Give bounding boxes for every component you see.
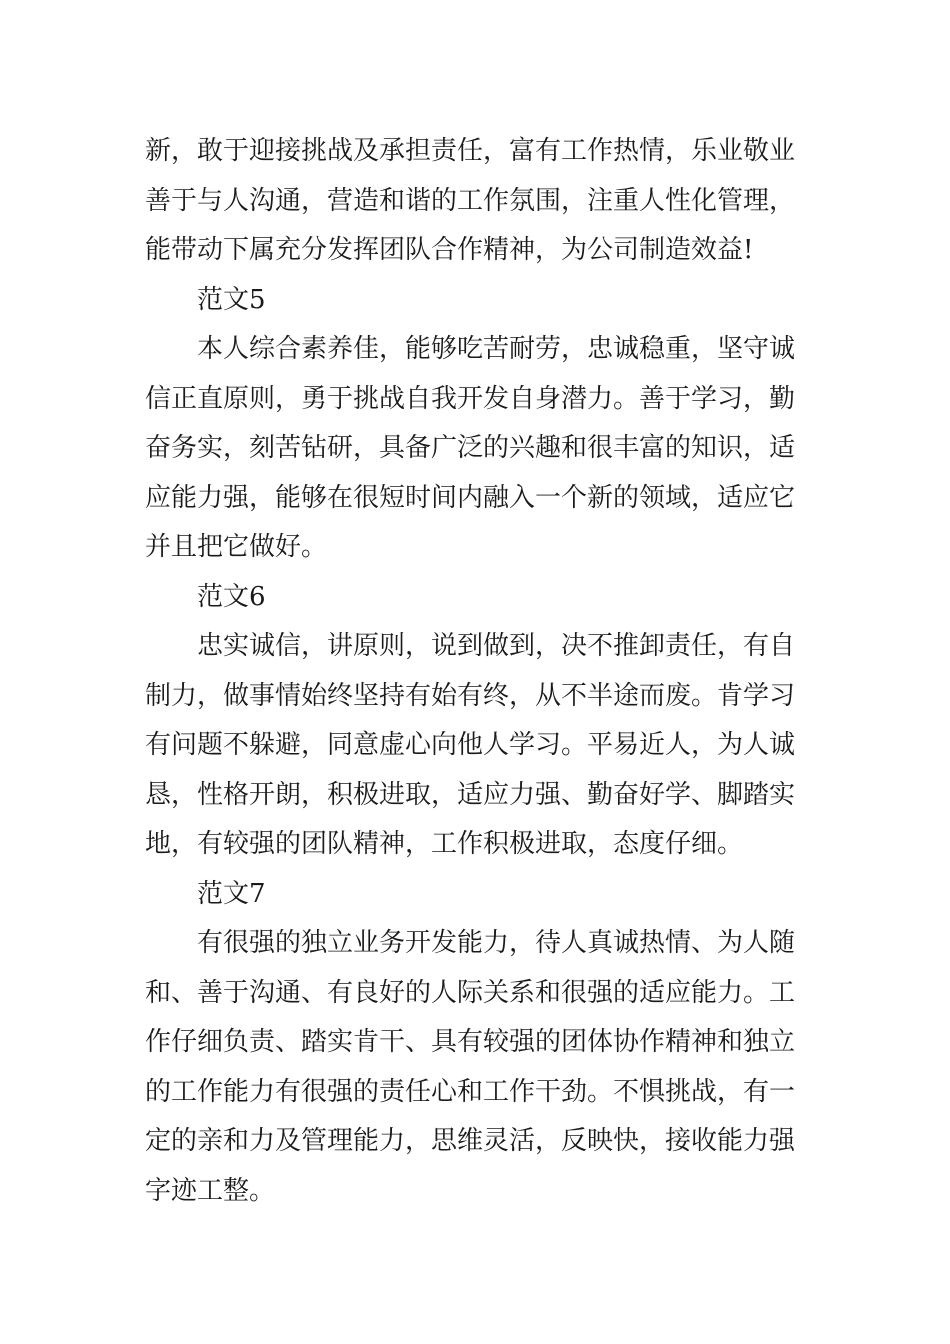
text-line: 应能力强，能够在很短时间内融入一个新的领域，适应它	[145, 482, 796, 513]
text-line: 忠实诚信，讲原则，说到做到，决不推卸责任，有自	[197, 631, 796, 661]
text-line: 善于与人沟通，营造和谐的工作氛围，注重人性化管理，	[145, 185, 796, 216]
text-line: 和、善于沟通、有良好的人际关系和很强的适应能力。工	[145, 977, 796, 1008]
text-line: 制力，做事情始终坚持有始有终，从不半途而废。肯学习	[145, 680, 796, 711]
text-line: 地，有较强的团队精神，工作积极进取，态度仔细。	[145, 829, 744, 859]
text-line: 本人综合素养佳，能够吃苦耐劳，忠诚稳重，坚守诚	[197, 334, 796, 364]
text-line: 的工作能力有很强的责任心和工作干劲。不惧挑战，有一	[145, 1076, 796, 1107]
document-body	[145, 127, 810, 1216]
text-line: 定的亲和力及管理能力，思维灵活，反映快，接收能力强	[145, 1126, 796, 1156]
section-heading: 范文7	[197, 878, 266, 909]
section-heading: 范文5	[197, 284, 266, 315]
text-line: 字迹工整。	[145, 1175, 276, 1206]
text-line: 信正直原则，勇于挑战自我开发自身潜力。善于学习，勤	[145, 383, 796, 414]
text-line: 并且把它做好。	[145, 532, 328, 562]
text-line: 能带动下属充分发挥团队合作精神，为公司制造效益!	[145, 235, 754, 265]
text-line: 新，敢于迎接挑战及承担责任，富有工作热情，乐业敬业	[145, 136, 796, 166]
section-heading: 范文6	[197, 581, 266, 612]
text-line: 有很强的独立业务开发能力，待人真诚热情、为人随	[197, 928, 796, 958]
text-line: 有问题不躲避，同意虚心向他人学习。平易近人，为人诚	[145, 730, 796, 760]
text-line: 恳，性格开朗，积极进取，适应力强、勤奋好学、脚踏实	[145, 779, 796, 810]
text-line: 作仔细负责、踏实肯干、具有较强的团体协作精神和独立	[145, 1027, 796, 1057]
text-line: 奋务实，刻苦钻研，具备广泛的兴趣和很丰富的知识，适	[145, 433, 796, 463]
